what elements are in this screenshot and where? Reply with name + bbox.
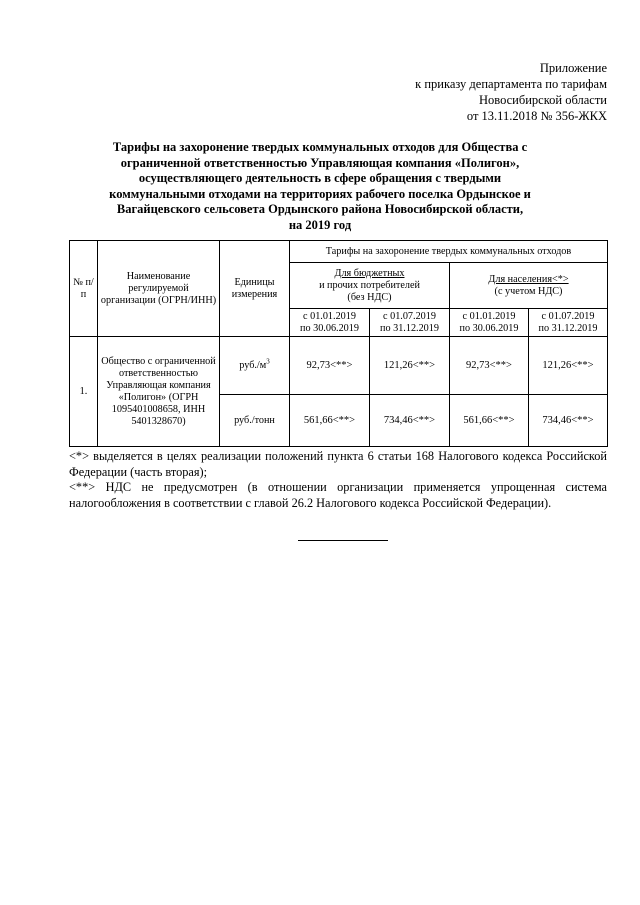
title-line-4: коммунальными отходами на территориях рабочего поселка Ордынское и <box>109 186 531 201</box>
appendix-line-2: к приказу департамента по тарифам <box>415 77 607 91</box>
closing-rule <box>298 540 388 541</box>
value-cell: 561,66<**> <box>450 395 529 447</box>
header-population-line-1: Для населения<*> <box>488 273 569 285</box>
value-cell: 734,46<**> <box>370 395 450 447</box>
header-units: Единицы измерения <box>220 241 290 337</box>
header-budget-line-1: Для бюджетных <box>334 267 405 279</box>
footnotes <box>69 449 607 511</box>
header-org-name: Наименование регулируемой организации (ОГРН/ИНН) <box>98 241 220 337</box>
appendix-line-4: от 13.11.2018 № 356-ЖКХ <box>466 109 607 123</box>
header-num: № п/п <box>70 241 98 337</box>
header-period-2a <box>370 309 450 337</box>
header-period-1b <box>450 309 529 337</box>
header-period-1a <box>290 309 370 337</box>
value-cell: 121,26<**> <box>529 337 608 395</box>
row-org: Общество с ограниченной ответственностью Управляющая компания «Полигон» (ОГРН 1095401008658, ИНН 5401328670) <box>98 337 220 447</box>
value-cell: 92,73<**> <box>450 337 529 395</box>
footnote-1: <*> выделяется в целях реализации положений пункта 6 статьи 168 Налогового кодекса Российской Федерации (часть вторая); <box>69 449 607 479</box>
period-to: по 31.12.2019 <box>538 322 598 334</box>
title-line-6: на 2019 год <box>288 217 352 232</box>
header-population <box>450 263 608 309</box>
title-line-1: Тарифы на захоронение твердых коммунальных отходов для Общества с <box>112 140 528 154</box>
document-title <box>60 140 580 233</box>
period-to: по 30.06.2019 <box>459 322 519 334</box>
tariff-table <box>69 240 608 447</box>
header-tariffs: Тарифы на захоронение твердых коммунальных отходов <box>290 241 608 263</box>
period-from: с 01.07.2019 <box>383 310 436 322</box>
title-line-2: ограниченной ответственностью Управляющая компания «Полигон», <box>120 155 520 170</box>
header-budget-line-2: и прочих потребителей <box>319 279 420 291</box>
period-from: с 01.01.2019 <box>462 310 516 322</box>
appendix-block <box>415 60 607 124</box>
title-line-5: Вагайцевского сельсовета Ордынского района Новосибирской области, <box>116 202 524 216</box>
period-to: по 31.12.2019 <box>380 322 439 334</box>
header-population-line-2: (с учетом НДС) <box>494 285 563 297</box>
period-to: по 30.06.2019 <box>300 322 359 334</box>
row-num: 1. <box>70 337 98 447</box>
value-cell: 561,66<**> <box>290 395 370 447</box>
appendix-line-1: Приложение <box>539 61 607 75</box>
footnote-2: <**> НДС не предусмотрен (в отношении организации применяется упрощенная система налогообложения в соответствии с главой 26.2 Налогового кодекса Российской Федерации). <box>69 480 607 510</box>
value-cell: 734,46<**> <box>529 395 608 447</box>
unit-m3-sup: 3 <box>266 357 270 366</box>
unit-ton: руб./тонн <box>220 395 290 447</box>
header-period-2b <box>529 309 608 337</box>
value-cell: 92,73<**> <box>290 337 370 395</box>
period-from: с 01.01.2019 <box>303 310 356 322</box>
table-row-m3 <box>70 337 608 395</box>
value-cell: 121,26<**> <box>370 337 450 395</box>
appendix-line-3: Новосибирской области <box>478 93 607 107</box>
header-budget <box>290 263 450 309</box>
header-budget-line-3: (без НДС) <box>347 291 392 303</box>
title-line-3: осуществляющего деятельность в сфере обращения с твердыми <box>138 171 502 185</box>
unit-m3 <box>220 337 290 395</box>
unit-m3-base: руб./м <box>239 359 267 371</box>
period-from: с 01.07.2019 <box>541 310 595 322</box>
